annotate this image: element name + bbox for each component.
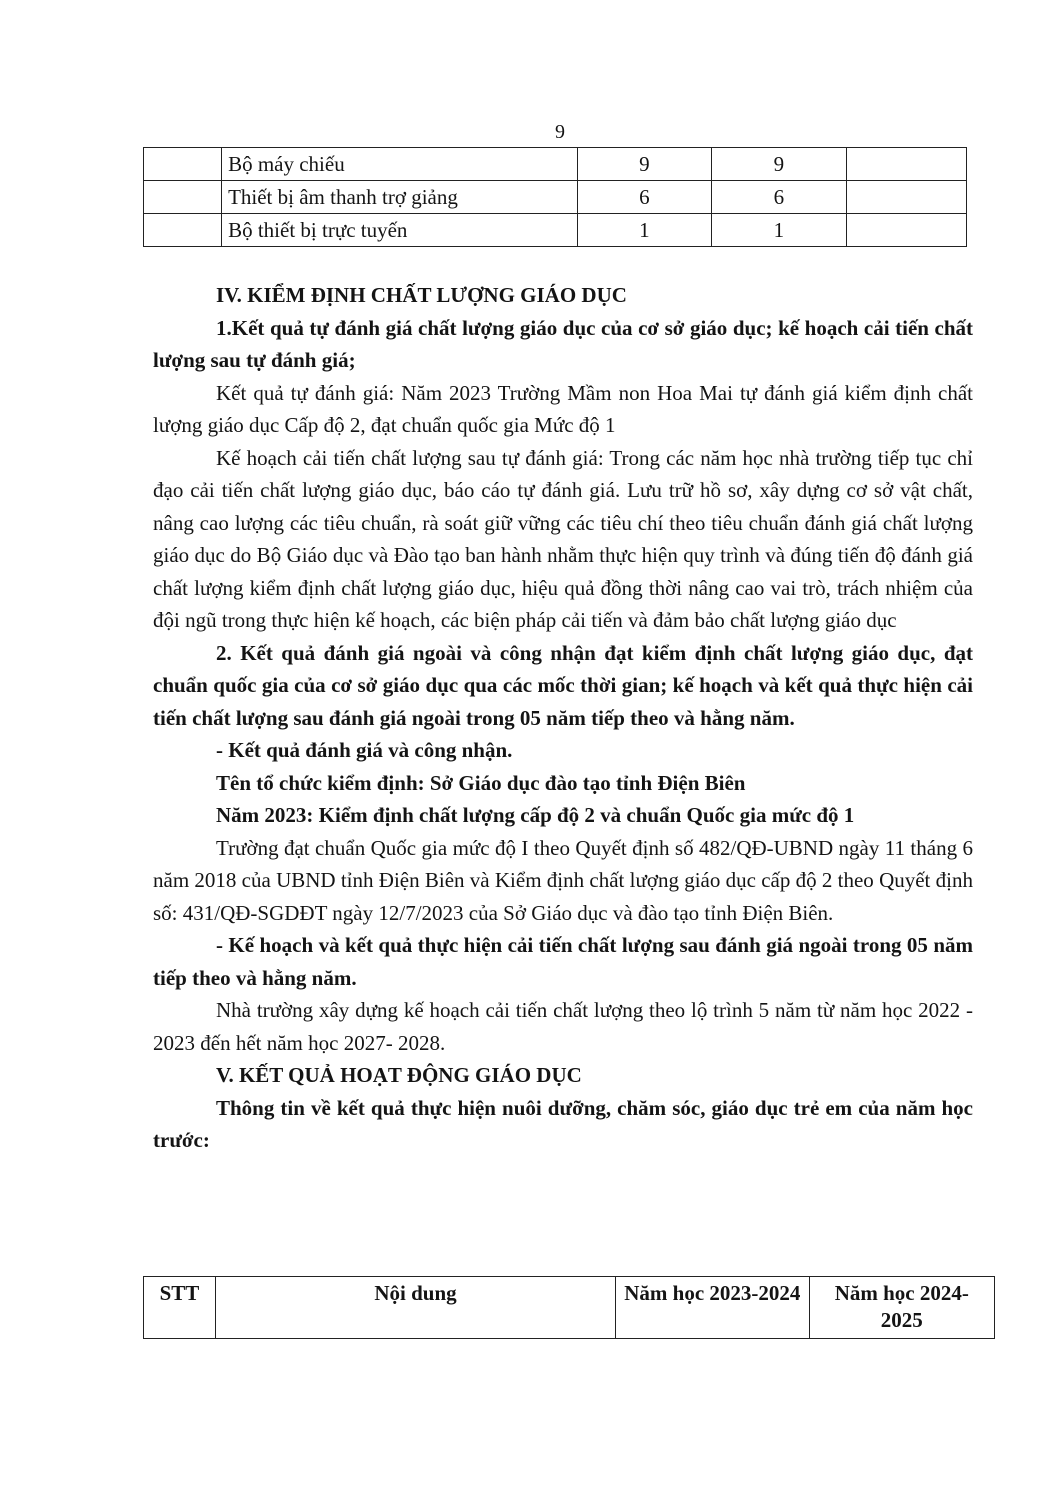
quantity-cell: 6 [712,181,846,214]
stt-cell [144,181,222,214]
note-cell [846,148,966,181]
evaluation-result-heading: - Kết quả đánh giá và công nhận. [216,738,513,762]
note-cell [846,214,966,247]
page-number: 9 [555,121,565,143]
table-row [144,214,967,247]
stt-cell [144,148,222,181]
table-header-row [144,1277,995,1339]
external-plan-heading: - Kế hoạch và kết quả thực hiện cải tiến chất lượng sau đánh giá ngoài trong 05 năm tiếp theo và hằng năm. [153,933,973,990]
section-v-heading: V. KẾT QUẢ HOẠT ĐỘNG GIÁO DỤC [216,1063,582,1087]
equipment-name-cell: Bộ máy chiếu [222,148,578,181]
section-v-intro: Thông tin về kết quả thực hiện nuôi dưỡng, chăm sóc, giáo dục trẻ em của năm học trước: [153,1095,973,1152]
improvement-plan: Kế hoạch cải tiến chất lượng sau tự đánh giá: Trong các năm học nhà trường tiếp tục chỉ đạo cải tiến chất lượng giáo dục, báo cáo tự đánh giá. Lưu trữ hồ sơ, xây dựng cơ sở vật chất, nâng cao lượng các tiêu chuẩn, rà soát giữ vững các tiêu chí theo tiêu chuẩn đánh giá chất lượng giáo dục do Bộ Giáo dục và Đào tạo ban hành nhằm thực hiện quy trình và đúng tiến độ đánh giá chất lượng kiểm định chất lượng giáo dục, hiệu quả đồng thời nâng cao vai trò, trách nhiệm của đội ngũ trong thực hiện kế hoạch, các biện pháp cải tiến và đảm bảo chất lượng giáo dục [153,445,973,632]
column-header-year-2023-2024: Năm học 2023-2024 [616,1277,810,1339]
stt-cell [144,214,222,247]
equipment-name-cell: Bộ thiết bị trực tuyến [222,214,578,247]
quantity-cell: 9 [577,148,711,181]
column-header-year-2024-2025: Năm học 2024-2025 [809,1277,994,1339]
document-body [153,279,973,1157]
quantity-cell: 9 [712,148,846,181]
column-header-content: Nội dung [215,1277,615,1339]
education-results-table [143,1276,995,1339]
quantity-cell: 1 [577,214,711,247]
external-plan: Nhà trường xây dựng kế hoạch cải tiến chất lượng theo lộ trình 5 năm từ năm học 2022 - 2023 đến hết năm học 2027- 2028. [153,998,973,1055]
quantity-cell: 6 [577,181,711,214]
table-row [144,181,967,214]
self-assessment-result: Kết quả tự đánh giá: Năm 2023 Trường Mầm non Hoa Mai tự đánh giá kiểm định chất lượng giáo dục Cấp độ 2, đạt chuẩn quốc gia Mức độ 1 [153,380,973,437]
accreditation-decision: Trường đạt chuẩn Quốc gia mức độ I theo Quyết định số 482/QĐ-UBND ngày 11 tháng 6 năm 2018 của UBND tỉnh Điện Biên và Kiểm định chất lượng giáo dục cấp độ 2 theo Quyết định số: 431/QĐ-SGDĐT ngày 12/7/2023 của Sở Giáo dục và đào tạo tỉnh Điện Biên. [153,835,973,925]
equipment-table [143,147,967,247]
subsection-1-heading: 1.Kết quả tự đánh giá chất lượng giáo dục của cơ sở giáo dục; kế hoạch cải tiến chất lượng sau tự đánh giá; [153,315,973,372]
section-iv-heading: IV. KIỂM ĐỊNH CHẤT LƯỢNG GIÁO DỤC [216,283,627,307]
table-row [144,148,967,181]
note-cell [846,181,966,214]
equipment-name-cell: Thiết bị âm thanh trợ giảng [222,181,578,214]
subsection-2-heading: 2. Kết quả đánh giá ngoài và công nhận đạt kiểm định chất lượng giáo dục, đạt chuẩn quốc gia của cơ sở giáo dục qua các mốc thời gian; kế hoạch và kết quả thực hiện cải tiến chất lượng sau đánh giá ngoài trong 05 năm tiếp theo và hằng năm. [153,640,973,730]
column-header-stt: STT [144,1277,216,1339]
quantity-cell: 1 [712,214,846,247]
accreditation-organization: Tên tổ chức kiểm định: Sở Giáo dục đào tạo tỉnh Điện Biên [216,770,746,795]
accreditation-year: Năm 2023: Kiểm định chất lượng cấp độ 2 và chuẩn Quốc gia mức độ 1 [216,803,855,827]
